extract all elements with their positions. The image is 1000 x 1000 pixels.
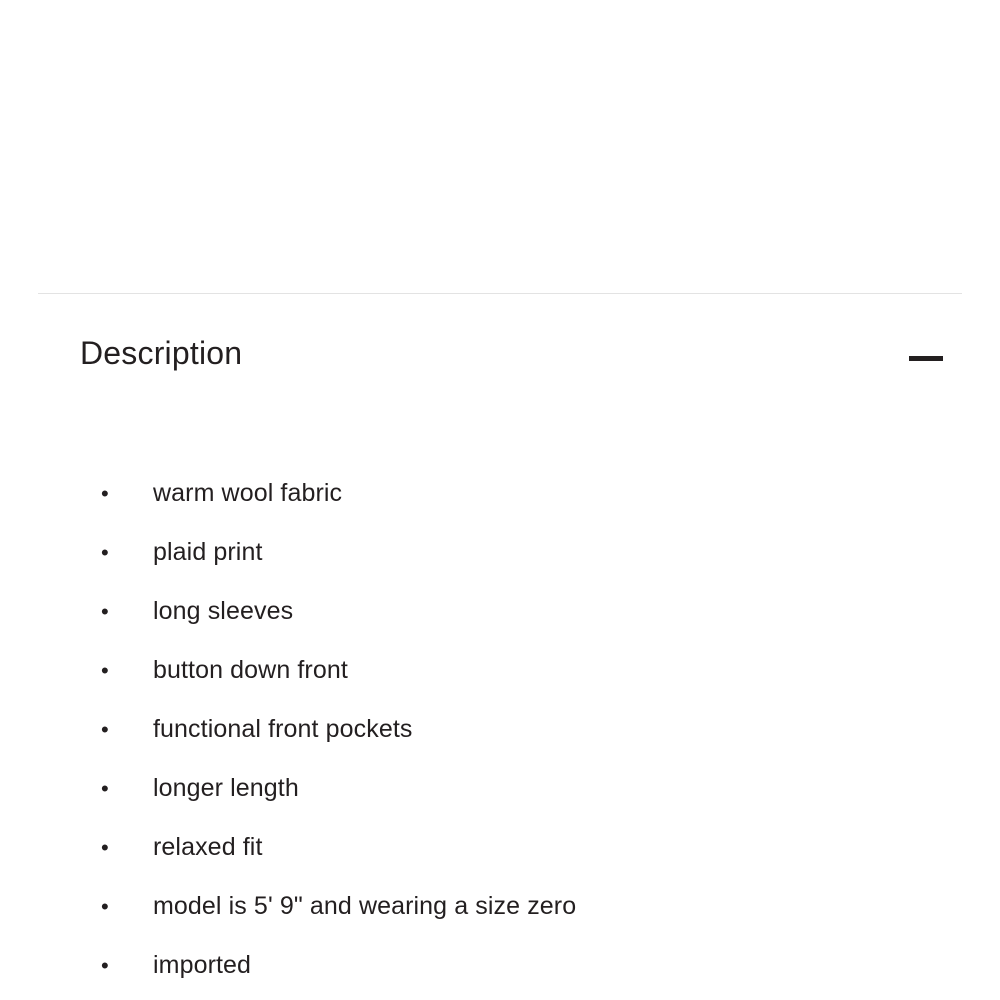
list-item — [0, 877, 1000, 936]
page-top-blank-area — [0, 0, 1000, 293]
list-item-label: relaxed fit — [153, 833, 263, 861]
list-item-label: longer length — [153, 774, 299, 802]
bullet-icon: • — [101, 894, 109, 919]
bullet-icon: • — [101, 776, 109, 801]
list-item-label: warm wool fabric — [153, 479, 343, 507]
bullet-icon: • — [101, 953, 109, 978]
bullet-icon: • — [101, 717, 109, 742]
bullet-icon: • — [101, 540, 109, 565]
list-item-label: plaid print — [153, 538, 263, 566]
bullet-icon: • — [101, 481, 109, 506]
bullet-icon: • — [101, 658, 109, 683]
list-item-label: functional front pockets — [153, 715, 413, 743]
list-item — [0, 759, 1000, 818]
list-item — [0, 523, 1000, 582]
bullet-icon: • — [101, 835, 109, 860]
list-item-label: button down front — [153, 656, 348, 684]
description-section-header[interactable] — [0, 294, 1000, 434]
list-item-label: long sleeves — [153, 597, 294, 625]
list-item-label: model is 5' 9" and wearing a size zero — [153, 892, 577, 920]
list-item — [0, 641, 1000, 700]
minus-icon-bar — [909, 356, 943, 361]
description-section — [0, 294, 1000, 979]
description-list — [0, 464, 1000, 995]
minus-icon[interactable] — [904, 334, 948, 374]
list-item-label: imported — [153, 951, 252, 979]
list-item — [0, 700, 1000, 759]
bullet-icon: • — [101, 599, 109, 624]
list-item — [0, 464, 1000, 523]
page-title: Description — [80, 335, 243, 371]
list-item — [0, 936, 1000, 995]
list-item — [0, 582, 1000, 641]
list-item — [0, 818, 1000, 877]
